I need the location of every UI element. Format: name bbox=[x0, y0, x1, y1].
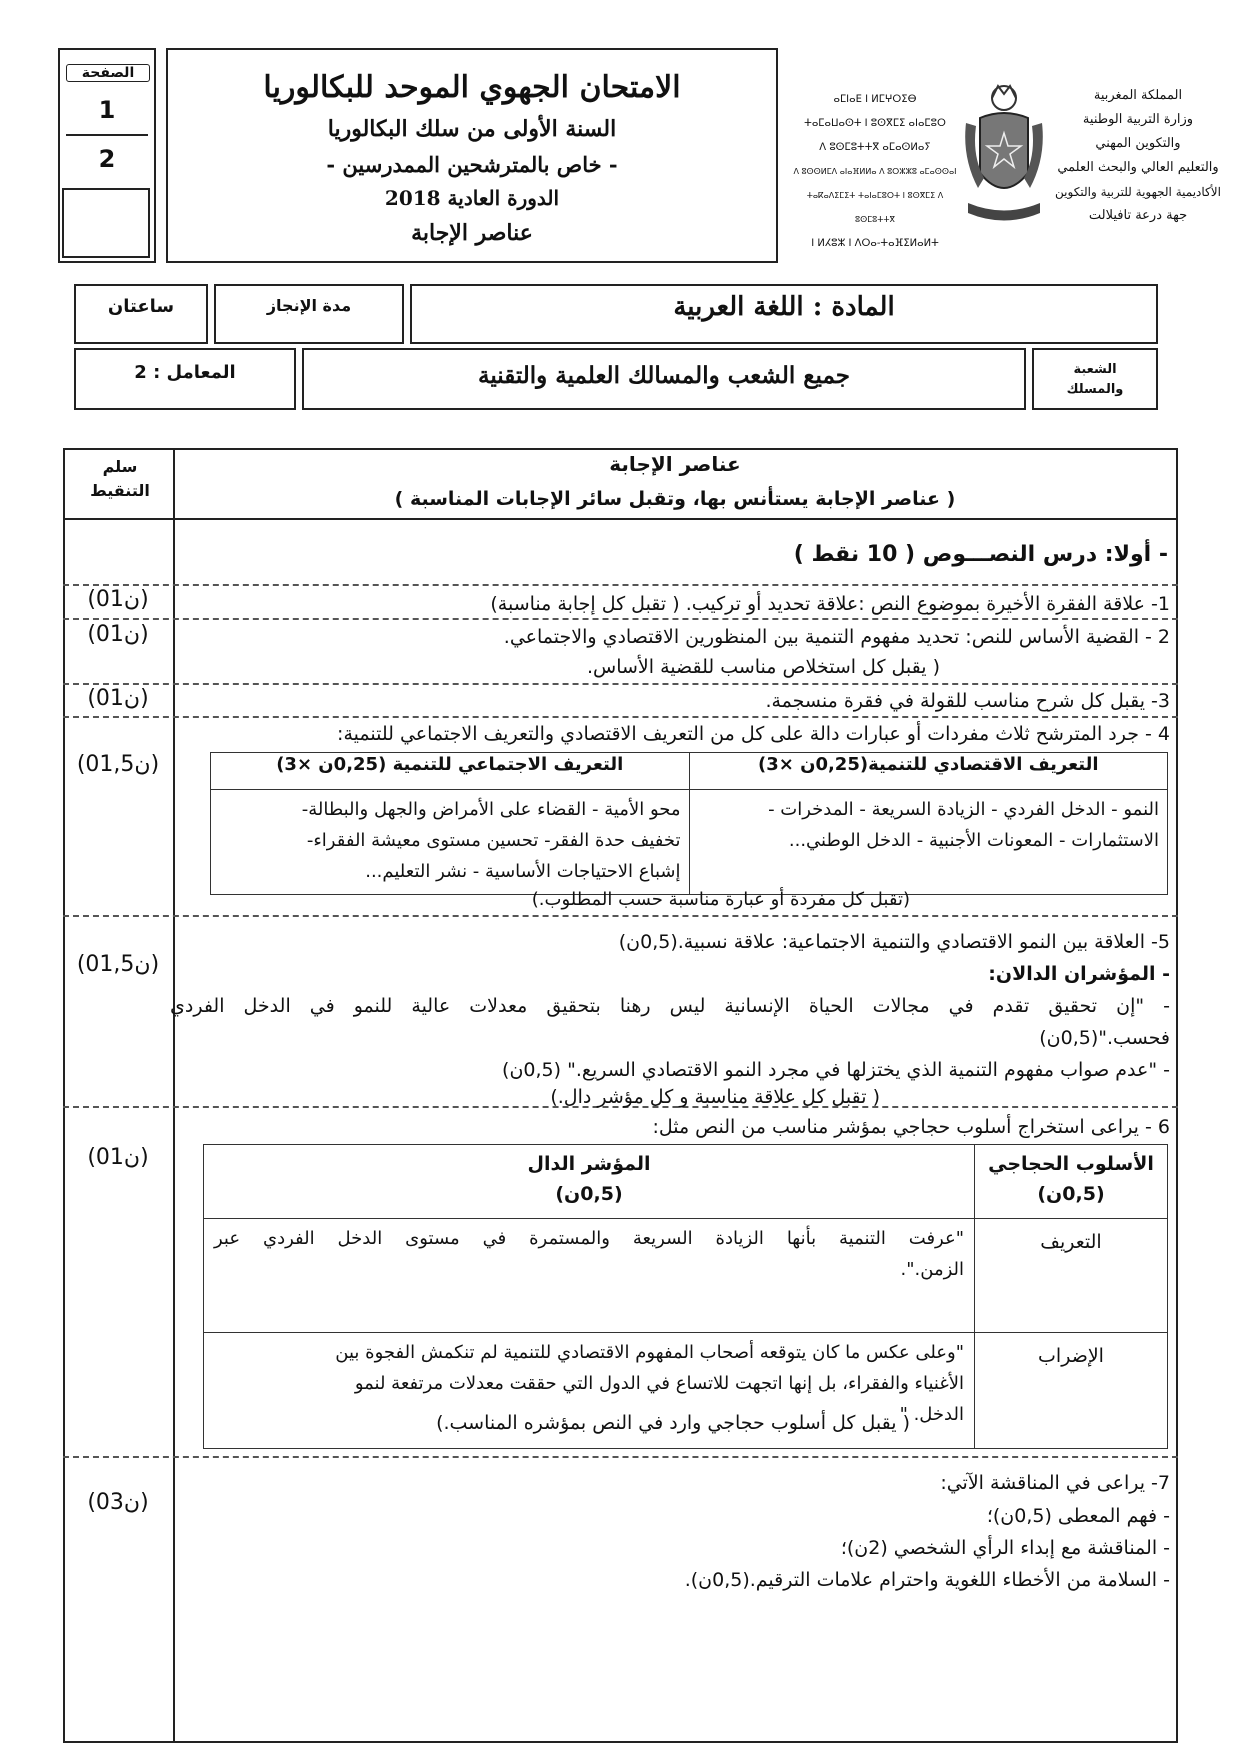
score-q5: (01,5ن) bbox=[76, 952, 160, 977]
q5-note: ( تقبل كل علاقة مناسبة و كل مؤشر دال.) bbox=[550, 1086, 880, 1108]
stream-label: الشعبة والمسلك bbox=[1066, 362, 1124, 397]
ministry-line: المملكة المغربية bbox=[1093, 88, 1183, 103]
coat-of-arms-icon bbox=[958, 78, 1050, 228]
page-blank-box bbox=[62, 188, 150, 258]
section-title: - أولا: درس النصـــوص ( 10 نقط ) bbox=[793, 542, 1168, 567]
exam-subtitle: السنة الأولى من سلك البكالوريا bbox=[327, 116, 617, 142]
ministry-line: الأكاديمية الجهوية للتربية والتكوين bbox=[1055, 185, 1221, 199]
q6-intro: 6 - يراعى استخراج أسلوب حجاجي بمؤشر مناسب من النص مثل: bbox=[652, 1116, 1170, 1138]
q6-ind-line: الدخل. " bbox=[899, 1404, 964, 1425]
q7-item: - السلامة من الأخطاء اللغوية واحترام علامات الترقيم.(0,5ن). bbox=[684, 1569, 1170, 1591]
q2-line1: 2 - القضية الأساس للنص: تحديد مفهوم التنمية بين المنظورين الاقتصادي والاجتماعي. bbox=[503, 626, 1170, 648]
q4-econ-head: التعريف الاقتصادي للتنمية(0,25ن ×3) bbox=[689, 753, 1168, 790]
q4-intro: 4 - جرد المترشح ثلاث مفردات أو عبارات دالة على كل من التعريف الاقتصادي والتعريف الاجتماعي للتنمية: bbox=[337, 723, 1170, 745]
table-title: عناصر الإجابة bbox=[609, 452, 741, 476]
score-q7: (03ن) bbox=[87, 1490, 149, 1515]
q6-style-pts: (0,5ن) bbox=[1037, 1183, 1105, 1205]
q5-indicators-label: - المؤشران الدالان: bbox=[988, 963, 1170, 985]
q5-line1: 5- العلاقة بين النمو الاقتصادي والتنمية الاجتماعية: علاقة نسبية.(0,5ن) bbox=[618, 931, 1170, 953]
scale-label: سلم التنقيط bbox=[90, 457, 150, 500]
q5-indicator1b: فحسب."(0,5ن) bbox=[1039, 1027, 1170, 1049]
q6-style-cell: التعريف bbox=[975, 1219, 1168, 1333]
q2-line2: ( يقبل كل استخلاص مناسب للقضية الأساس. bbox=[586, 656, 940, 678]
q6-ind-pts: (0,5ن) bbox=[555, 1183, 623, 1205]
page-number: 1 bbox=[98, 96, 116, 124]
q3-text: 3- يقبل كل شرح مناسب للقولة في فقرة منسجمة. bbox=[765, 690, 1170, 712]
q4-soc-line: إشباع الاحتياجات الأساسية - نشر التعليم... bbox=[365, 861, 681, 882]
score-column-divider bbox=[173, 448, 175, 1743]
q6-style-head-cell bbox=[975, 1145, 1168, 1219]
q6-ind-line: "وعلى عكس ما كان يتوقعه أصحاب المفهوم الاقتصادي للتنمية لم تنكمش الفجوة بين bbox=[335, 1342, 964, 1363]
score-q2: (01ن) bbox=[87, 622, 149, 647]
score-q3: (01ن) bbox=[87, 686, 149, 711]
ministry-line: والتكوين المهني bbox=[1095, 136, 1181, 151]
doc-type: عناصر الإجابة bbox=[411, 220, 533, 246]
q1-text: 1- علاقة الفقرة الأخيرة بموضوع النص :علاقة تحديد أو تركيب. ( تقبل كل إجابة مناسبة) bbox=[490, 593, 1170, 615]
q7-item: - فهم المعطى (0,5ن)؛ bbox=[986, 1505, 1170, 1527]
page-divider bbox=[66, 134, 148, 136]
q5-indicator2: - "عدم صواب مفهوم التنمية الذي يختزلها في مجرد النمو الاقتصادي السريع." (0,5ن) bbox=[502, 1059, 1170, 1081]
row-separator bbox=[63, 683, 1178, 685]
q4-soc-cell bbox=[211, 790, 690, 895]
page-label: الصفحة bbox=[66, 64, 150, 82]
q5-indicator1a: - "إن تحقيق تقدم في مجالات الحياة الإنسانية ليس رهنا بتحقيق معدلات عالية للنمو في الدخل الفردي bbox=[170, 995, 1170, 1017]
tifinagh-line: ⴷ ⵓⵙⵎⵓⵜⵜⴳ ⴰⵎⴰⵙⵍⴰⵢ bbox=[819, 142, 931, 153]
row-separator bbox=[63, 1456, 1178, 1458]
tifinagh-line: ⴰⵎⵏⴰⴹ ⵏ ⵍⵎⵖⵔⵉⴱ bbox=[833, 94, 917, 105]
exam-title: الامتحان الجهوي الموحد للبكالوريا bbox=[263, 70, 681, 105]
q6-ind-line: "عرفت التنمية بأنها الزيادة السريعة والمستمرة في مستوى الدخل الفردي عبر bbox=[214, 1228, 964, 1249]
q6-ind-head-cell bbox=[204, 1145, 975, 1219]
duration-value: ساعتان bbox=[107, 296, 175, 317]
q6-style-cell: الإضراب bbox=[975, 1333, 1168, 1449]
q4-soc-line: تخفيف حدة الفقر- تحسين مستوى معيشة الفقراء- bbox=[306, 830, 681, 851]
ministry-line: جهة درعة تافيلالت bbox=[1088, 208, 1188, 223]
candidates-note: - خاص بالمترشحين الممدرسين - bbox=[326, 152, 618, 177]
row-separator bbox=[63, 915, 1178, 917]
q6-ind-head: المؤشر الدال bbox=[527, 1153, 651, 1175]
tifinagh-line: ⴷ ⵓⵙⵙⵍⵎⴷ ⴰⵏⴰⴼⵍⵍⴰ ⴷ ⵓⵔⵣⵣⵓ ⴰⵎⴰⵙⵙⴰⵏ bbox=[793, 167, 957, 176]
q6-note: ( يقبل كل أسلوب حجاجي وارد في النص بمؤشره المناسب.) bbox=[436, 1412, 910, 1434]
q4-definitions-table bbox=[210, 752, 1168, 895]
q6-argument-table bbox=[203, 1144, 1168, 1449]
ministry-line: وزارة التربية الوطنية bbox=[1082, 112, 1194, 127]
tifinagh-line: ⵏ ⵍⵃⵓⵣ ⵏ ⴷⵔⴰ-ⵜⴰⴼⵉⵍⴰⵍⵜ bbox=[811, 238, 939, 249]
ministry-block bbox=[1048, 84, 1228, 228]
session: الدورة العادية 2018 bbox=[384, 186, 560, 210]
duration-label: مدة الإنجاز bbox=[266, 296, 352, 315]
tifinagh-block bbox=[790, 88, 960, 256]
subject-label: المادة : bbox=[812, 292, 895, 322]
score-q1: (01ن) bbox=[87, 587, 149, 612]
q4-econ-cell bbox=[689, 790, 1168, 895]
stream: جميع الشعب والمسالك العلمية والتقنية bbox=[477, 362, 850, 389]
q6-ind-line: الأغنياء والفقراء، بل إنها اتجهت للاتساع في الدول التي حققت معدلات مرتفعة لنمو bbox=[354, 1373, 964, 1394]
coefficient: المعامل : 2 bbox=[134, 362, 236, 383]
q4-econ-line: النمو - الدخل الفردي - الزيادة السريعة - المدخرات - bbox=[768, 799, 1159, 820]
table-note: ( عناصر الإجابة يستأنس بها، وتقبل سائر الإجابات المناسبة ) bbox=[394, 488, 956, 510]
ministry-line: والتعليم العالي والبحث العلمي bbox=[1057, 160, 1219, 175]
page-total: 2 bbox=[98, 145, 116, 173]
q4-note: (تقبل كل مفردة أو عبارة مناسبة حسب المطلوب.) bbox=[531, 889, 910, 910]
tifinagh-line: ⵜⴰⵎⴰⵡⴰⵙⵜ ⵏ ⵓⵙⴳⵎⵉ ⴰⵏⴰⵎⵓⵔ bbox=[804, 118, 946, 129]
subject-value: اللغة العربية bbox=[673, 292, 804, 322]
q7-item: - المناقشة مع إبداء الرأي الشخصي (2ن)؛ bbox=[840, 1537, 1170, 1559]
row-separator bbox=[63, 584, 1178, 586]
q6-ind-cell bbox=[204, 1219, 975, 1333]
subject bbox=[410, 292, 1158, 322]
q6-ind-line: الزمن.". bbox=[900, 1259, 964, 1280]
table-header-divider bbox=[63, 518, 1178, 520]
q4-soc-head: التعريف الاجتماعي للتنمية (0,25ن ×3) bbox=[211, 753, 690, 790]
q4-econ-line: الاستثمارات - المعونات الأجنبية - الدخل الوطني... bbox=[788, 830, 1159, 851]
q4-soc-line: محو الأمية - القضاء على الأمراض والجهل والبطالة- bbox=[301, 799, 681, 820]
q6-style-head: الأسلوب الحجاجي bbox=[988, 1153, 1154, 1175]
score-q6: (01ن) bbox=[87, 1145, 149, 1170]
q7-intro: 7- يراعى في المناقشة الآتي: bbox=[940, 1472, 1170, 1494]
score-q4: (01,5ن) bbox=[76, 752, 160, 777]
tifinagh-line: ⵜⴰⴽⴰⴷⵉⵎⵉⵜ ⵜⴰⵏⴰⵎⵓⵔⵜ ⵏ ⵓⵙⴳⵎⵉ ⴷ ⵓⵙⵎⵓⵜⵜⴳ bbox=[806, 191, 944, 224]
